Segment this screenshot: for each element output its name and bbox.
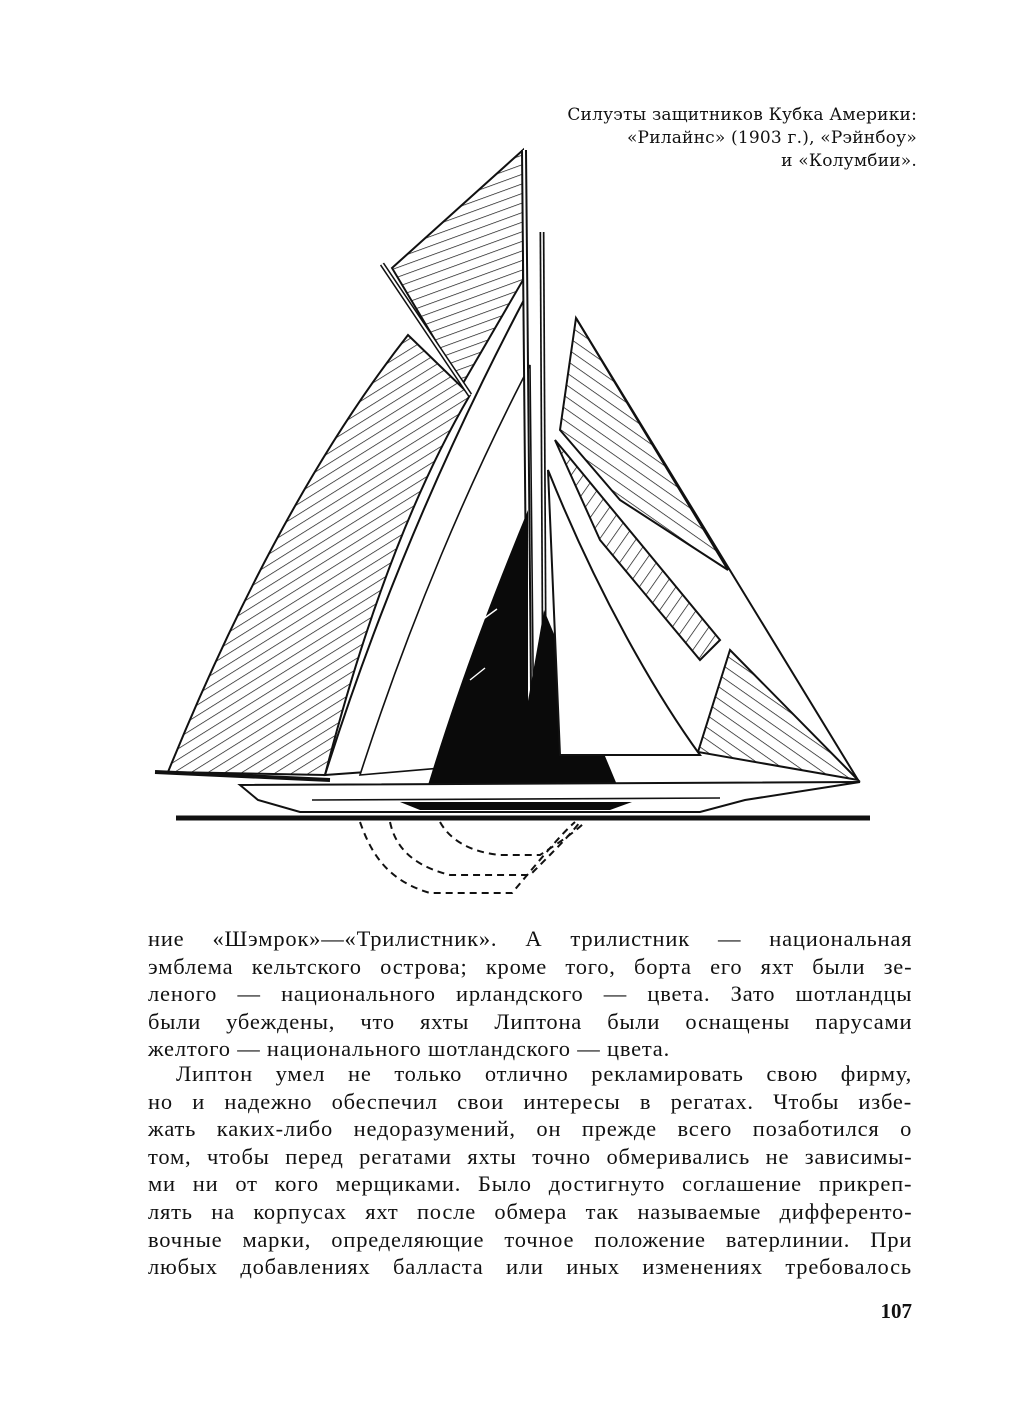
text-line: эмблема кельтского острова; кроме того, борта его яхт были зе- (148, 953, 913, 979)
yacht-silhouettes-illustration (140, 140, 880, 910)
paragraph-1 (148, 925, 912, 1063)
text-line: вочные марки, определяющие точное положение ватерлинии. При (148, 1226, 913, 1252)
text-line: том, чтобы перед регатами яхты точно обмеривались не зависимы- (148, 1143, 913, 1169)
text-line: Липтон умел не только отлично рекламировать свою фирму, (176, 1061, 912, 1086)
text-line: любых добавлениях балласта или иных изменениях требовалось (148, 1254, 912, 1280)
headsails (548, 318, 858, 780)
text-line: ние «Шэмрок»—«Трилистник». А трилистник — национальная (148, 926, 913, 951)
text-line: жать каких-либо недоразумений, он прежде всего позаботился о (148, 1116, 913, 1142)
text-line: ми ни от кого мерщиками. Было достигнуто соглашение прикреп- (148, 1171, 913, 1197)
text-line: лять на корпусах яхт после обмера так называемые дифференто- (148, 1198, 913, 1224)
text-line: были убеждены, что яхты Липтона были оснащены парусами (148, 1008, 913, 1034)
text-line: желтого — национального шотландского — цвета. (148, 1036, 671, 1062)
caption-line-1: Силуэты защитников Кубка Америки: (567, 105, 917, 125)
keels-dashed (360, 822, 585, 893)
caption-line-3: и «Колумбии». (781, 151, 917, 171)
text-line: но и надежно обеспечил свои интересы в регатах. Чтобы избе- (148, 1088, 912, 1114)
paragraph-2 (148, 1060, 912, 1281)
caption-line-2: «Рилайнс» (1903 г.), «Рэйнбоу» (626, 128, 917, 148)
text-line: леного — национального ирландского — цвета. Зато шотландцы (148, 981, 913, 1007)
page-number: 107 (880, 1299, 912, 1323)
